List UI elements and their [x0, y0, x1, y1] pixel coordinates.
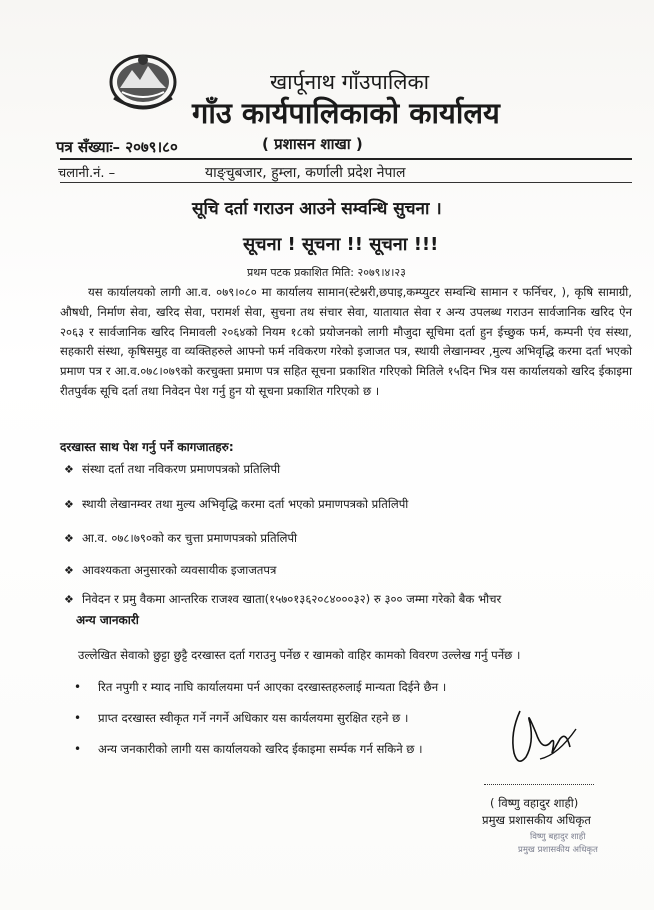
signatory-designation: प्रमुख प्रशासकीय अधिकृत: [482, 813, 591, 827]
dot-bullet-icon: •: [74, 680, 82, 694]
diamond-bullet-icon: ❖: [64, 498, 74, 511]
publish-date: प्रथम पटक प्रकाशित मिति: २०७९।४।२३: [247, 266, 406, 279]
header-divider: [60, 158, 632, 160]
signature-line: [484, 784, 594, 785]
list-item: • प्राप्त दरखास्त स्वीकृत गर्ने नगर्ने अधिकार यस कार्यलयमा सुरक्षित रहने छ ।: [74, 711, 409, 725]
document-item: ❖ आवश्यकता अनुसारको व्यवसायीक इजाजतपत्र: [64, 563, 277, 577]
office-address: याङ्चुबजार, हुम्ला, कर्णाली प्रदेश नेपाल: [205, 165, 406, 181]
office-name: गाँउ कार्यपालिकाको कार्यालय: [192, 96, 500, 130]
dispatch-number: चलानी.नं. –: [58, 166, 116, 181]
notice-body: यस कार्यालयको लागी आ.व. ०७९।०८० मा कार्यालय सामान(स्टेश्नरी,छपाइ,कम्प्युटर सम्वन्धि सामान र फर्निचर, ), कृषि सामाग्री, औषधी, निर्माण सेवा, खरिद सेवा, परामर्श सेवा, सुचना तथ संचार सेवा, यातायात सेवा र अन्य उपलब्ध गराउन सार्वजानिक खरिद ऐन २०६३ र सार्वजानिक खरिद निमावली २०६४को नियम १८को प्रयोजनको लागी मौजुदा सूचिमा दर्ता हुन ईच्छुक फर्म, कम्पनी एंव संस्था, सहकारी संस्था, कृषिसमुह वा व्यक्तिहरुले आफ्नो फर्म नविकरण गरेको इजाजत पत्र, स्थायी लेखानम्वर ,मुल्य अभिवृद्धि करमा दर्ता भएको प्रमाण पत्र र आ.व.०७८।०७९को करचुक्ता प्रमाण पत्र सहित सूचना प्रकाशित गरिएको मितिले १५दिन भित्र यस कार्यालयको खरिद ईकाइमा रीतपुर्वक सूचि दर्ता तथा निवेदन पेश गर्नु हुन यो सूचना प्रकाशित गरिएको छ ।: [60, 285, 632, 398]
documents-heading: दरखास्त साथ पेश गर्नु पर्ने कागजातहरु:: [60, 440, 234, 454]
nepal-emblem-icon: [108, 52, 178, 110]
diamond-bullet-icon: ❖: [64, 593, 74, 606]
other-info-intro: उल्लेखित सेवाको छुट्टा छुट्टै दरखास्त दर्ता गराउनु पर्नेछ र खामको वाहिर कामको विवरण उल्लेख गर्नु पर्नेछ ।: [78, 648, 521, 662]
other-info-heading: अन्य जानकारी: [76, 613, 139, 627]
list-item: • अन्य जनकारीको लागी यस कार्यालयको खरिद ईकाइमा सर्म्पक गर्न सकिने छ ।: [74, 742, 423, 756]
signatory-name: ( विष्णु वहादुर शाही): [490, 796, 579, 810]
dot-bullet-icon: •: [74, 742, 82, 756]
diamond-bullet-icon: ❖: [64, 532, 74, 545]
dot-bullet-icon: •: [74, 711, 82, 725]
stamp-name: विष्णु बहादुर शाही: [530, 832, 586, 842]
address-divider: [60, 182, 632, 183]
document-item: ❖ आ.व. ०७८।७९०को कर चुत्ता प्रमाणपत्रको प्रतिलिपी: [64, 531, 298, 545]
notice-heading: सूचना ! सूचना !! सूचना !!!: [243, 234, 439, 255]
notice-subject: सूचि दर्ता गराउन आउने सम्वन्धि सुचना ।: [192, 199, 442, 219]
diamond-bullet-icon: ❖: [64, 463, 74, 476]
stamp-designation: प्रमुख प्रशासकीय अधिकृत: [518, 845, 598, 855]
branch-name: ( प्रशासन शाखा ): [262, 135, 363, 153]
document-item: ❖ संस्था दर्ता तथा नविकरण प्रमाणपत्रको प्रतिलिपी: [64, 462, 281, 476]
signature: [500, 703, 582, 775]
diamond-bullet-icon: ❖: [64, 564, 74, 577]
document-item: ❖ स्थायी लेखानम्वर तथा मुल्य अभिवृद्धि करमा दर्ता भएको प्रमाणपत्रको प्रतिलिपी: [64, 497, 409, 511]
letter-number: पत्र सँख्याः– २०७९।८०: [56, 138, 178, 156]
document-item: ❖ निवेदन र प्रमु वैकमा आन्तरिक राजश्व खाता(१५७०१३६२०८४०००३२) रु ३०० जम्मा गरेको बैक भौचर: [64, 592, 502, 606]
list-item: • रित नपुगी र म्याद नाघि कार्यालयमा पर्न आएका दरखास्तहरुलाई मान्यता दिईने छैन ।: [74, 680, 447, 694]
org-name: खार्पूनाथ गाँउपालिका: [270, 70, 430, 94]
